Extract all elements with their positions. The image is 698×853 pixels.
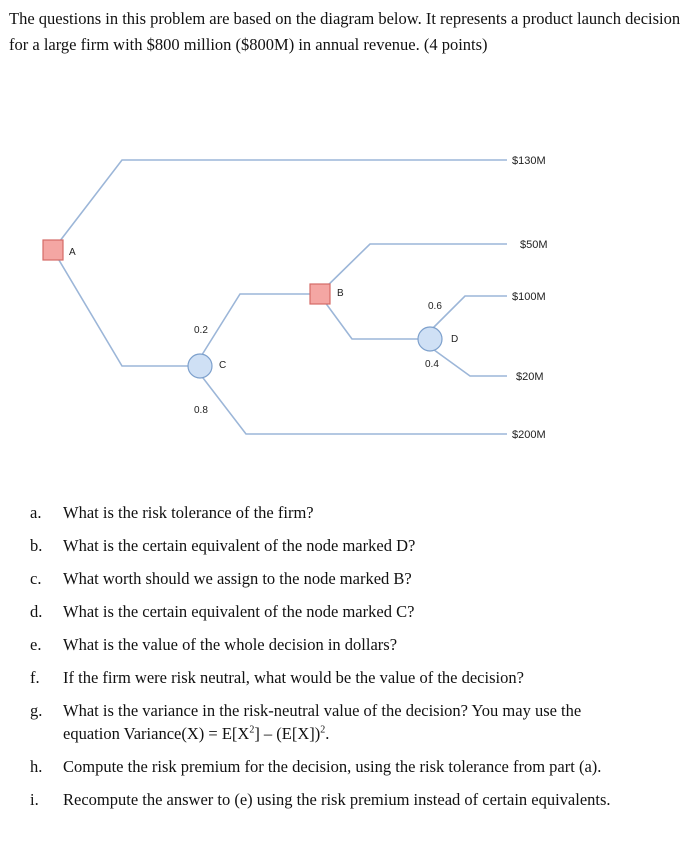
branch-c-up bbox=[200, 294, 312, 358]
branch-b-to-d bbox=[319, 294, 418, 339]
payoff-b-upper: $50M bbox=[520, 239, 548, 251]
prob-d-down: 0.4 bbox=[425, 359, 439, 370]
branch-c-down bbox=[200, 374, 507, 434]
question-list bbox=[30, 501, 690, 821]
question-item: h. Compute the risk premium for the decision, using the risk tolerance from part (a). bbox=[30, 757, 602, 776]
question-item: a. What is the risk tolerance of the firm? bbox=[30, 503, 314, 522]
prob-c-up: 0.2 bbox=[194, 325, 208, 336]
decision-tree-diagram bbox=[0, 130, 698, 460]
variance-equation: equation Variance(X) = $E[X^2] - (E[X])^2$. bbox=[63, 724, 330, 743]
problem-intro: The questions in this problem are based on the diagram below. It represents a product launch decision for a large firm with $800 million ($800M) in annual revenue. (4 points) bbox=[9, 9, 681, 54]
payoff-d-upper: $100M bbox=[512, 291, 546, 303]
decision-node-b bbox=[310, 284, 330, 304]
question-item: i. Recompute the answer to (e) using the risk premium instead of certain equivalents. bbox=[30, 790, 611, 809]
prob-d-up: 0.6 bbox=[428, 301, 442, 312]
branch-a-top bbox=[53, 160, 507, 250]
node-label-b: B bbox=[337, 288, 344, 299]
question-item: e. What is the value of the whole decision in dollars? bbox=[30, 635, 398, 654]
question-item: f. If the firm were risk neutral, what would be the value of the decision? bbox=[30, 668, 524, 687]
decision-node-a bbox=[43, 240, 63, 260]
chance-node-d bbox=[418, 327, 442, 351]
node-label-d: D bbox=[451, 334, 459, 345]
node-label-a: A bbox=[69, 247, 76, 258]
node-label-c: C bbox=[219, 360, 227, 371]
branch-a-to-c bbox=[53, 250, 188, 366]
prob-c-down: 0.8 bbox=[194, 405, 208, 416]
chance-node-c bbox=[188, 354, 212, 378]
branch-d-down bbox=[430, 347, 507, 376]
question-item: c. What worth should we assign to the node marked B? bbox=[30, 569, 412, 588]
question-item: g. What is the variance in the risk-neutral value of the decision? You may use the equation Variance(X) = $E[X^2] - (E[X])^2$. bbox=[30, 699, 690, 745]
branch-b-up bbox=[319, 244, 507, 294]
payoff-top: $130M bbox=[512, 155, 546, 167]
payoff-bottom: $200M bbox=[512, 429, 546, 441]
question-item: b. What is the certain equivalent of the node marked D? bbox=[30, 536, 416, 555]
payoff-d-lower: $20M bbox=[516, 371, 544, 383]
question-item: d. What is the certain equivalent of the node marked C? bbox=[30, 602, 415, 621]
